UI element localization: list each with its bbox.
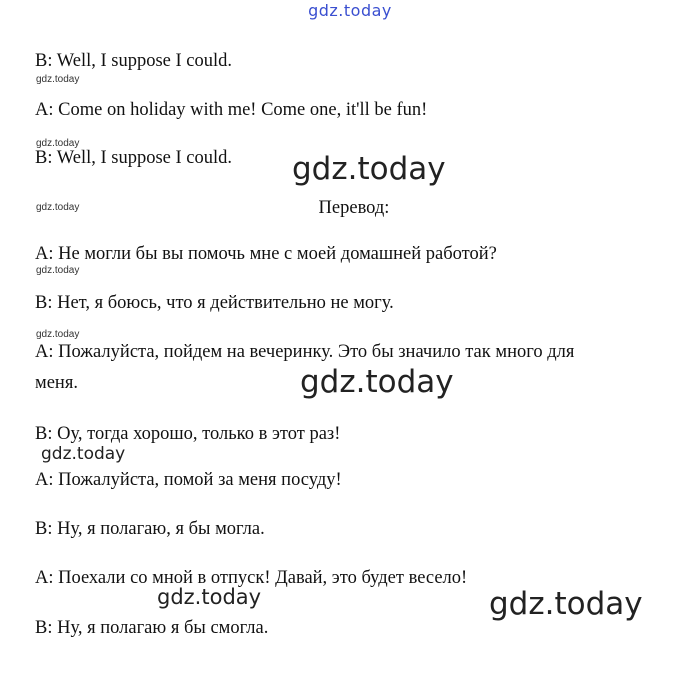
watermark-small: gdz.today [36,138,80,149]
dialogue-line-ru-a-1: A: Не могли бы вы помочь мне с моей домашней работой? [35,244,497,264]
watermark-medium: gdz.today [157,585,262,609]
dialogue-line-ru-a-2-continued: меня. [35,373,78,393]
watermark-medium: gdz.today [41,444,126,464]
watermark-large: gdz.today [489,586,643,622]
watermark-header: gdz.today [308,1,392,20]
dialogue-line-ru-b-1: B: Нет, я боюсь, что я действительно не могу. [35,293,394,313]
watermark-small: gdz.today [36,329,80,340]
dialogue-line-ru-a-4: A: Поехали со мной в отпуск! Давай, это будет весело! [35,568,468,588]
watermark-small: gdz.today [36,265,80,276]
translation-heading: Перевод: [318,198,390,218]
dialogue-line-ru-b-3: B: Ну, я полагаю, я бы могла. [35,519,265,539]
dialogue-line-ru-b-2: B: Оу, тогда хорошо, только в этот раз! [35,424,341,444]
dialogue-line-ru-a-2: A: Пожалуйста, пойдем на вечеринку. Это бы значило так много для [35,342,575,362]
watermark-small: gdz.today [36,74,80,85]
dialogue-line-ru-a-3: A: Пожалуйста, помой за меня посуду! [35,470,342,490]
dialogue-line-en-a-1: A: Come on holiday with me! Come one, it'll be fun! [35,100,428,120]
watermark-large: gdz.today [300,364,454,400]
watermark-small: gdz.today [36,202,80,213]
dialogue-line-ru-b-4: B: Ну, я полагаю я бы смогла. [35,618,269,638]
dialogue-line-en-b-1: B: Well, I suppose I could. [35,51,233,71]
dialogue-line-en-b-2: B: Well, I suppose I could. [35,148,233,168]
watermark-large: gdz.today [292,151,446,187]
